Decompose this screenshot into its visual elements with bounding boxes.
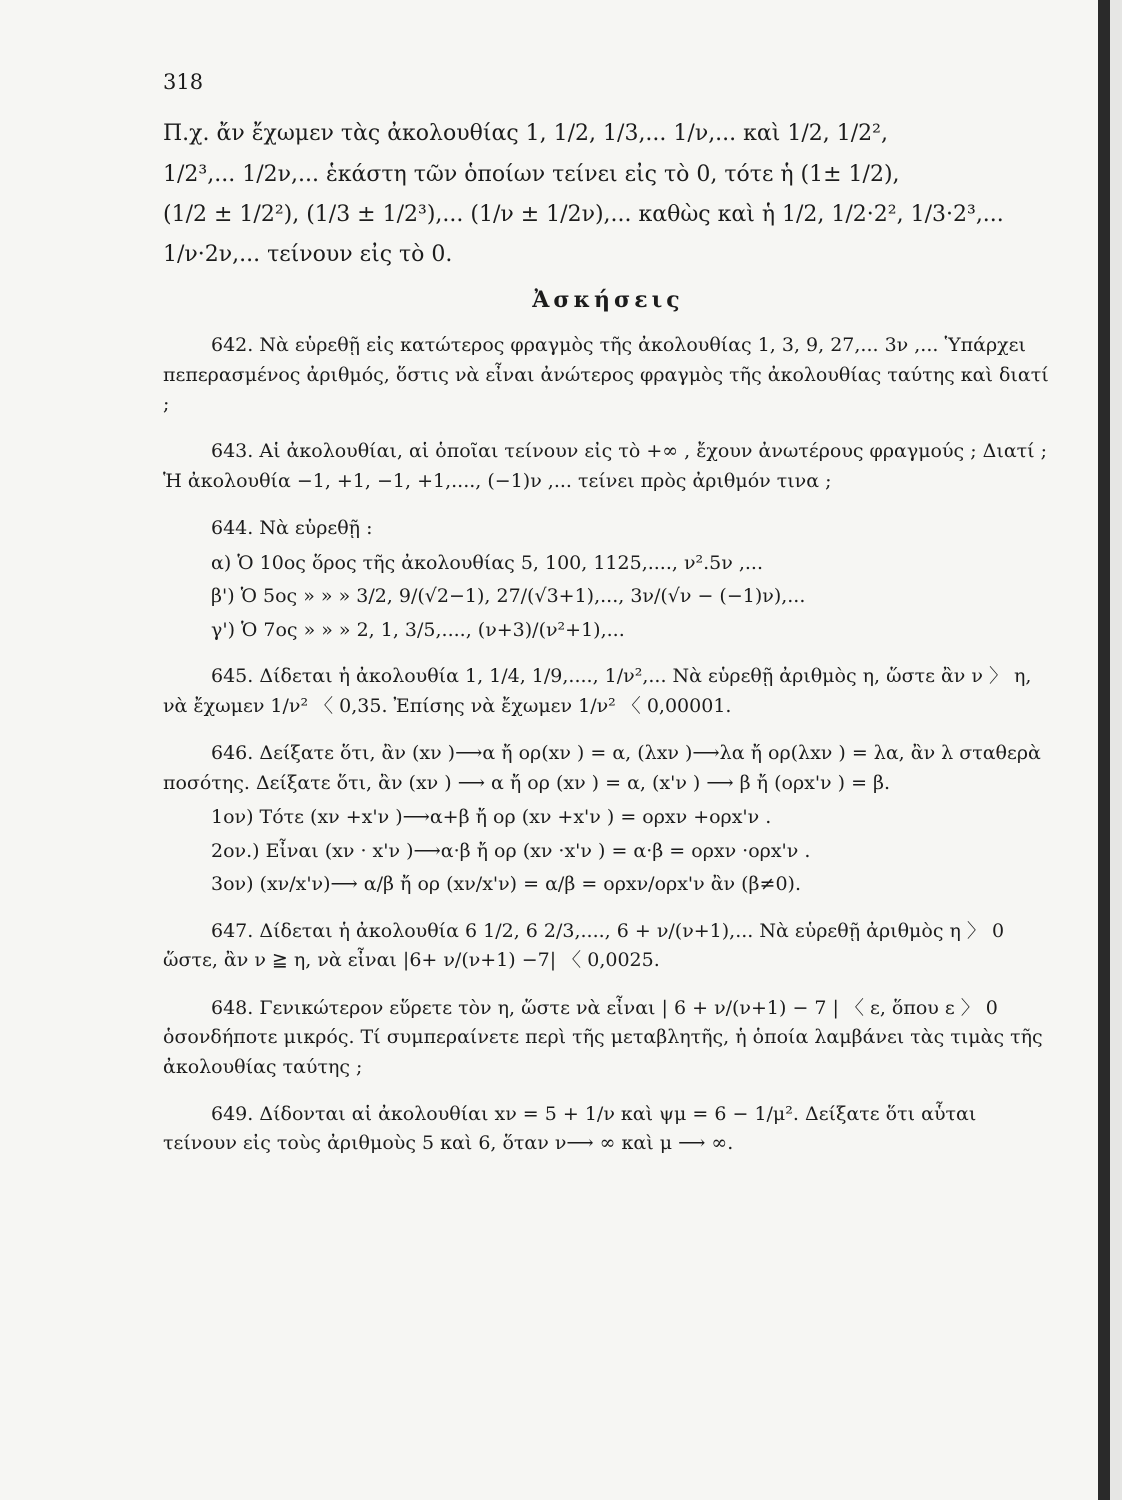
exercise-text: 642. Νὰ εὑρεθῇ εἰς κατώτερος φραγμὸς τῆς ἀκολουθίας 1, 3, 9, 27,... 3ν ,... Ὑπάρχει πεπερασμένος ἀριθμός, ὅστις νὰ εἶναι ἀνώτερος φραγμὸς τῆς ἀκολουθίας ταύτης καὶ διατί ;: [163, 334, 1049, 416]
scan-edge: [1098, 0, 1110, 1500]
exercise-subitem: 1ον) Τότε (xν +x'ν )⟶α+β ἤ ορ (xν +x'ν ) = ορxν +ορx'ν .: [211, 806, 772, 829]
exercise-text: 643. Αἱ ἀκολουθίαι, αἱ ὁποῖαι τείνουν εἰς τὸ +∞ , ἔχουν ἀνωτέρους φραγμούς ; Διατί ; Ἡ ἀκολουθία −1, +1, −1, +1,...., (−1)ν ,... τείνει πρὸς ἀριθμόν τινα ;: [163, 440, 1048, 492]
page-number: 318: [163, 70, 204, 94]
exercise-642: [163, 331, 1053, 419]
intro-line: 1/2³,... 1/2ν,... ἑκάστη τῶν ὁποίων τείνει εἰς τὸ 0, τότε ἡ (1± 1/2),: [163, 161, 900, 187]
section-heading: Ἀσκήσεις: [532, 286, 684, 313]
exercise-647: [163, 917, 1053, 976]
exercise-646: [163, 739, 1053, 899]
exercise-643: [163, 437, 1053, 496]
exercise-text: 649. Δίδονται αἱ ἀκολουθίαι xν = 5 + 1/ν καὶ ψμ = 6 − 1/μ². Δείξατε ὅτι αὗται τείνουν εἰς τοὺς ἀριθμοὺς 5 καὶ 6, ὅταν ν⟶ ∞ καὶ μ ⟶ ∞.: [163, 1102, 977, 1155]
intro-line: Π.χ. ἄν ἔχωμεν τὰς ἀκολουθίας 1, 1/2, 1/3,... 1/ν,... καὶ 1/2, 1/2²,: [163, 121, 888, 147]
exercise-text: 645. Δίδεται ἡ ἀκολουθία 1, 1/4, 1/9,...., 1/ν²,... Νὰ εὑρεθῇ ἀριθμὸς η, ὥστε ἂν ν 〉 η, νὰ ἔχωμεν 1/ν² 〈 0,35. Ἐπίσης νὰ ἔχωμεν 1/ν² 〈 0,00001.: [163, 665, 1032, 717]
intro-block: [163, 121, 1053, 269]
exercise-subitem: 2ον.) Εἶναι (xν · x'ν )⟶α·β ἤ ορ (xν ·x'ν ) = α·β = ορxν ·ορx'ν .: [211, 839, 811, 862]
exercise-text: 644. Νὰ εὑρεθῇ :: [211, 517, 373, 540]
exercise-649: [163, 1100, 1053, 1159]
exercise-subitem: α) Ὁ 10ος ὅρος τῆς ἀκολουθίας 5, 100, 1125,...., ν².5ν ,...: [211, 551, 764, 574]
exercise-subitem: 3ον) (xν/x'ν)⟶ α/β ἤ ορ (xν/x'ν) = α/β = ορxν/ορx'ν ἂν (β≠0).: [211, 873, 802, 896]
exercise-subitem: β') Ὁ 5ος » » » 3/2, 9/(√2−1), 27/(√3+1),..., 3ν/(√ν − (−1)ν),...: [211, 585, 806, 608]
exercise-648: [163, 994, 1053, 1082]
exercise-text: 648. Γενικώτερον εὕρετε τὸν η, ὥστε νὰ εἶναι | 6 + ν/(ν+1) − 7 | 〈 ε, ὅπου ε 〉 0 ὁσονδήποτε μικρός. Τί συμπεραίνετε περὶ τῆς μεταβλητῆς, ἡ ὁποία λαμβάνει τὰς τιμὰς τῆς ἀκολουθίας ταύτης ;: [163, 996, 1043, 1078]
intro-line: (1/2 ± 1/2²), (1/3 ± 1/2³),... (1/ν ± 1/2ν),... καθὼς καὶ ἡ 1/2, 1/2·2², 1/3·2³,...: [163, 201, 1004, 227]
exercise-text: 646. Δείξατε ὅτι, ἂν (xν )⟶α ἤ ορ(xν ) = α, (λxν )⟶λα ἤ ορ(λxν ) = λα, ἂν λ σταθερὰ ποσότης. Δείξατε ὅτι, ἂν (xν ) ⟶ α ἤ ορ (xν ) = α, (x'ν ) ⟶ β ἤ (ορx'ν ) = β.: [163, 742, 1041, 794]
exercise-645: [163, 662, 1053, 721]
intro-line: 1/ν·2ν,... τείνουν εἰς τὸ 0.: [163, 242, 453, 268]
exercise-644: [163, 514, 1053, 644]
exercise-text: 647. Δίδεται ἡ ἀκολουθία 6 1/2, 6 2/3,...., 6 + ν/(ν+1),... Νὰ εὑρεθῇ ἀριθμὸς η 〉 0 ὥστε, ἂν ν ≧ η, νὰ εἶναι |6+ ν/(ν+1) −7| 〈 0,0025.: [163, 919, 1005, 972]
page-content: [163, 70, 1053, 1169]
exercise-subitem: γ') Ὁ 7ος » » » 2, 1, 3/5,...., (ν+3)/(ν²+1),...: [211, 618, 625, 641]
